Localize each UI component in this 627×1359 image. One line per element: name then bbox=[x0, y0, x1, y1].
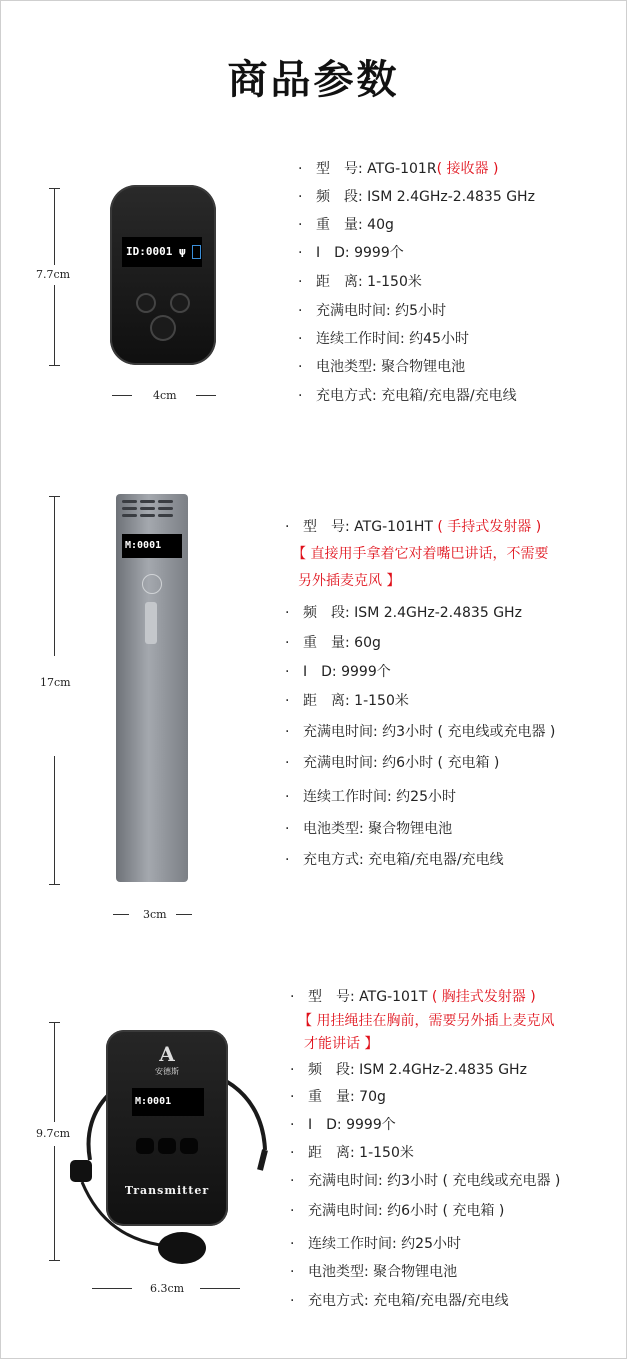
spec-note: ( 手持式发射器 ) bbox=[437, 519, 542, 535]
spec-value: 约5小时 bbox=[395, 303, 447, 319]
spec-label: 重 量: bbox=[303, 635, 350, 651]
spec-label: I D: bbox=[308, 1117, 342, 1133]
width-dim: 4cm bbox=[153, 389, 177, 402]
bullet: · bbox=[285, 789, 290, 805]
spec-label: 充满电时间: bbox=[308, 1203, 383, 1219]
spec-band bbox=[290, 1059, 527, 1079]
dim-tick bbox=[49, 188, 60, 189]
spec-label: 连续工作时间: bbox=[308, 1236, 397, 1252]
spec-model bbox=[298, 158, 498, 178]
dim-line-left bbox=[113, 914, 129, 915]
spec-value: 70g bbox=[359, 1089, 386, 1105]
mic-foam bbox=[158, 1232, 206, 1264]
prev-button-image bbox=[136, 1138, 154, 1154]
spec-value: 约45小时 bbox=[409, 331, 469, 347]
spec-label: 距 离: bbox=[308, 1145, 355, 1161]
device-label: Transmitter bbox=[124, 1184, 210, 1197]
width-dim: 6.3cm bbox=[150, 1282, 185, 1295]
dim-line-top bbox=[54, 1022, 55, 1122]
spec-label: 距 离: bbox=[303, 693, 350, 709]
spec-charging bbox=[290, 1290, 509, 1310]
spec-range bbox=[290, 1142, 414, 1162]
dim-line-top bbox=[54, 188, 55, 265]
bullet: · bbox=[285, 693, 290, 709]
spec-charging bbox=[285, 849, 504, 869]
bullet: · bbox=[285, 755, 290, 771]
spec-value: 9999个 bbox=[354, 245, 404, 261]
headband-end bbox=[260, 1150, 265, 1170]
bullet: · bbox=[285, 605, 290, 621]
spec-label: 充满电时间: bbox=[303, 724, 378, 740]
spec-work-time bbox=[285, 786, 456, 806]
bullet: · bbox=[290, 1062, 295, 1078]
bullet: · bbox=[298, 274, 303, 290]
brand-logo-icon: A bbox=[159, 1042, 175, 1066]
spec-label: 电池类型: bbox=[303, 821, 364, 837]
spec-charging bbox=[298, 385, 517, 405]
spec-label: 重 量: bbox=[316, 217, 363, 233]
spec-value: 60g bbox=[354, 635, 381, 651]
spec-value: 聚合物锂电池 bbox=[368, 821, 453, 837]
notice-line-2: 另外插麦克风 】 bbox=[298, 573, 401, 589]
power-button-image bbox=[142, 574, 162, 594]
dim-line-bottom bbox=[54, 285, 55, 365]
dim-line-left bbox=[112, 395, 132, 396]
transmitter-device-image bbox=[106, 1030, 228, 1226]
grill-slot bbox=[158, 514, 173, 517]
spec-value: 充电箱/充电器/充电线 bbox=[373, 1293, 509, 1309]
spec-label: 频 段: bbox=[303, 605, 350, 621]
spec-value: 40g bbox=[367, 217, 394, 233]
spec-value: 1-150米 bbox=[354, 693, 409, 709]
spec-value: ATG-101HT bbox=[354, 519, 433, 535]
screen-id: M:0001 bbox=[125, 540, 162, 551]
spec-label: 型 号: bbox=[308, 989, 355, 1005]
spec-label: 型 号: bbox=[303, 519, 350, 535]
grill-slot bbox=[122, 514, 137, 517]
spec-id bbox=[290, 1114, 396, 1134]
dim-tick bbox=[49, 365, 60, 366]
spec-label: 充满电时间: bbox=[308, 1173, 383, 1189]
receiver-device-image bbox=[110, 185, 216, 365]
power-button-image bbox=[150, 315, 176, 341]
spec-battery bbox=[290, 1261, 457, 1281]
grill-slot bbox=[158, 507, 173, 510]
spec-value: ISM 2.4GHz-2.4835 GHz bbox=[359, 1062, 527, 1078]
spec-value: ATG-101R bbox=[367, 161, 437, 177]
spec-note: ( 胸挂式发射器 ) bbox=[431, 989, 536, 1005]
mode-button-image bbox=[158, 1138, 176, 1154]
grill-slot bbox=[140, 500, 155, 503]
spec-label: 充满电时间: bbox=[316, 303, 391, 319]
spec-id bbox=[298, 242, 404, 262]
spec-range bbox=[285, 690, 409, 710]
spec-label: 型 号: bbox=[316, 161, 363, 177]
right-button-image bbox=[170, 293, 190, 313]
notice-line-1: 【 用挂绳挂在胸前，需要另外插上麦克风 bbox=[298, 1013, 555, 1029]
bullet: · bbox=[290, 1293, 295, 1309]
dim-tick bbox=[49, 884, 60, 885]
spec-label: 连续工作时间: bbox=[316, 331, 405, 347]
spec-value: 充电箱/充电器/充电线 bbox=[368, 852, 504, 868]
spec-note: ( 接收器 ) bbox=[436, 161, 499, 177]
grill-slot bbox=[140, 514, 155, 517]
page-title: 商品参数 bbox=[227, 57, 400, 103]
grill-slot bbox=[158, 500, 173, 503]
bullet: · bbox=[298, 189, 303, 205]
spec-label: 距 离: bbox=[316, 274, 363, 290]
bullet: · bbox=[290, 1089, 295, 1105]
earpiece-shape bbox=[70, 1160, 92, 1182]
spec-label: I D: bbox=[316, 245, 350, 261]
bullet: · bbox=[285, 664, 290, 680]
spec-value: ISM 2.4GHz-2.4835 GHz bbox=[354, 605, 522, 621]
bullet: · bbox=[290, 1236, 295, 1252]
dim-line-top bbox=[54, 496, 55, 656]
bullet: · bbox=[298, 161, 303, 177]
bullet: · bbox=[298, 388, 303, 404]
spec-value: 1-150米 bbox=[359, 1145, 414, 1161]
dim-line-left bbox=[92, 1288, 132, 1289]
slider-button-image bbox=[145, 602, 157, 644]
dim-line-bottom bbox=[54, 1146, 55, 1260]
spec-value: ATG-101T bbox=[359, 989, 428, 1005]
spec-charge-time bbox=[290, 1170, 560, 1190]
spec-model bbox=[285, 516, 541, 536]
spec-weight bbox=[290, 1086, 386, 1106]
spec-model bbox=[290, 986, 536, 1006]
width-dim: 3cm bbox=[143, 908, 167, 921]
height-dim: 17cm bbox=[40, 676, 71, 689]
screen-id: M:0001 bbox=[135, 1096, 172, 1107]
bullet: · bbox=[290, 1203, 295, 1219]
bullet: · bbox=[290, 1264, 295, 1280]
grill-slot bbox=[122, 500, 137, 503]
spec-label: 电池类型: bbox=[308, 1264, 369, 1280]
spec-value: 充电箱/充电器/充电线 bbox=[381, 388, 517, 404]
dim-line-bottom bbox=[54, 756, 55, 884]
spec-label: 充电方式: bbox=[303, 852, 364, 868]
brand-name: 安德斯 bbox=[155, 1067, 179, 1076]
spec-weight bbox=[285, 632, 381, 652]
grill-slot bbox=[140, 507, 155, 510]
spec-id bbox=[285, 661, 391, 681]
spec-charge-time-box bbox=[290, 1200, 504, 1220]
spec-label: I D: bbox=[303, 664, 337, 680]
spec-value: 约6小时 ( 充电箱 ) bbox=[382, 755, 500, 771]
bullet: · bbox=[285, 852, 290, 868]
spec-value: 9999个 bbox=[346, 1117, 396, 1133]
spec-value: 9999个 bbox=[341, 664, 391, 680]
spec-label: 充电方式: bbox=[308, 1293, 369, 1309]
bullet: · bbox=[285, 821, 290, 837]
height-dim: 7.7cm bbox=[36, 268, 71, 281]
bullet: · bbox=[285, 724, 290, 740]
grill-slot bbox=[122, 507, 137, 510]
handheld-device-image bbox=[116, 494, 188, 882]
dim-tick bbox=[49, 1022, 60, 1023]
bullet: · bbox=[290, 1145, 295, 1161]
dim-line-right bbox=[176, 914, 192, 915]
spec-band bbox=[285, 602, 522, 622]
dim-line-right bbox=[200, 1288, 240, 1289]
dim-line-right bbox=[196, 395, 216, 396]
bullet: · bbox=[298, 217, 303, 233]
battery-icon bbox=[192, 245, 201, 259]
bullet: · bbox=[290, 1117, 295, 1133]
bullet: · bbox=[298, 245, 303, 261]
bullet: · bbox=[298, 303, 303, 319]
spec-work-time bbox=[298, 328, 469, 348]
spec-value: 约25小时 bbox=[401, 1236, 461, 1252]
screen-id: ID:0001 bbox=[126, 245, 173, 258]
spec-charge-time-box bbox=[285, 752, 499, 772]
spec-weight bbox=[298, 214, 394, 234]
spec-value: ISM 2.4GHz-2.4835 GHz bbox=[367, 189, 535, 205]
spec-value: 1-150米 bbox=[367, 274, 422, 290]
spec-battery bbox=[285, 818, 452, 838]
spec-work-time bbox=[290, 1233, 461, 1253]
device-screen bbox=[122, 237, 202, 267]
device-screen bbox=[132, 1088, 204, 1116]
spec-label: 充满电时间: bbox=[303, 755, 378, 771]
dim-tick bbox=[49, 496, 60, 497]
device-screen bbox=[122, 534, 182, 558]
spec-charge-time bbox=[285, 721, 555, 741]
bullet: · bbox=[290, 989, 295, 1005]
spec-label: 电池类型: bbox=[316, 359, 377, 375]
notice-line-2: 才能讲话 】 bbox=[304, 1036, 379, 1052]
next-button-image bbox=[180, 1138, 198, 1154]
spec-label: 频 段: bbox=[316, 189, 363, 205]
dim-tick bbox=[49, 1260, 60, 1261]
spec-label: 频 段: bbox=[308, 1062, 355, 1078]
spec-band bbox=[298, 186, 535, 206]
height-dim: 9.7cm bbox=[36, 1127, 71, 1140]
spec-value: 聚合物锂电池 bbox=[381, 359, 466, 375]
spec-label: 重 量: bbox=[308, 1089, 355, 1105]
antenna-icon: ψ bbox=[178, 245, 186, 258]
left-button-image bbox=[136, 293, 156, 313]
spec-value: 约3小时 ( 充电线或充电器 ) bbox=[387, 1173, 561, 1189]
spec-value: 约6小时 ( 充电箱 ) bbox=[387, 1203, 505, 1219]
spec-range bbox=[298, 271, 422, 291]
spec-label: 连续工作时间: bbox=[303, 789, 392, 805]
bullet: · bbox=[298, 359, 303, 375]
spec-label: 充电方式: bbox=[316, 388, 377, 404]
spec-value: 约3小时 ( 充电线或充电器 ) bbox=[382, 724, 556, 740]
spec-value: 聚合物锂电池 bbox=[373, 1264, 458, 1280]
bullet: · bbox=[285, 635, 290, 651]
bullet: · bbox=[290, 1173, 295, 1189]
spec-value: 约25小时 bbox=[396, 789, 456, 805]
bullet: · bbox=[285, 519, 290, 535]
bullet: · bbox=[298, 331, 303, 347]
spec-charge-time bbox=[298, 300, 446, 320]
notice-line-1: 【 直接用手拿着它对着嘴巴讲话，不需要 bbox=[292, 546, 549, 562]
spec-battery bbox=[298, 356, 465, 376]
